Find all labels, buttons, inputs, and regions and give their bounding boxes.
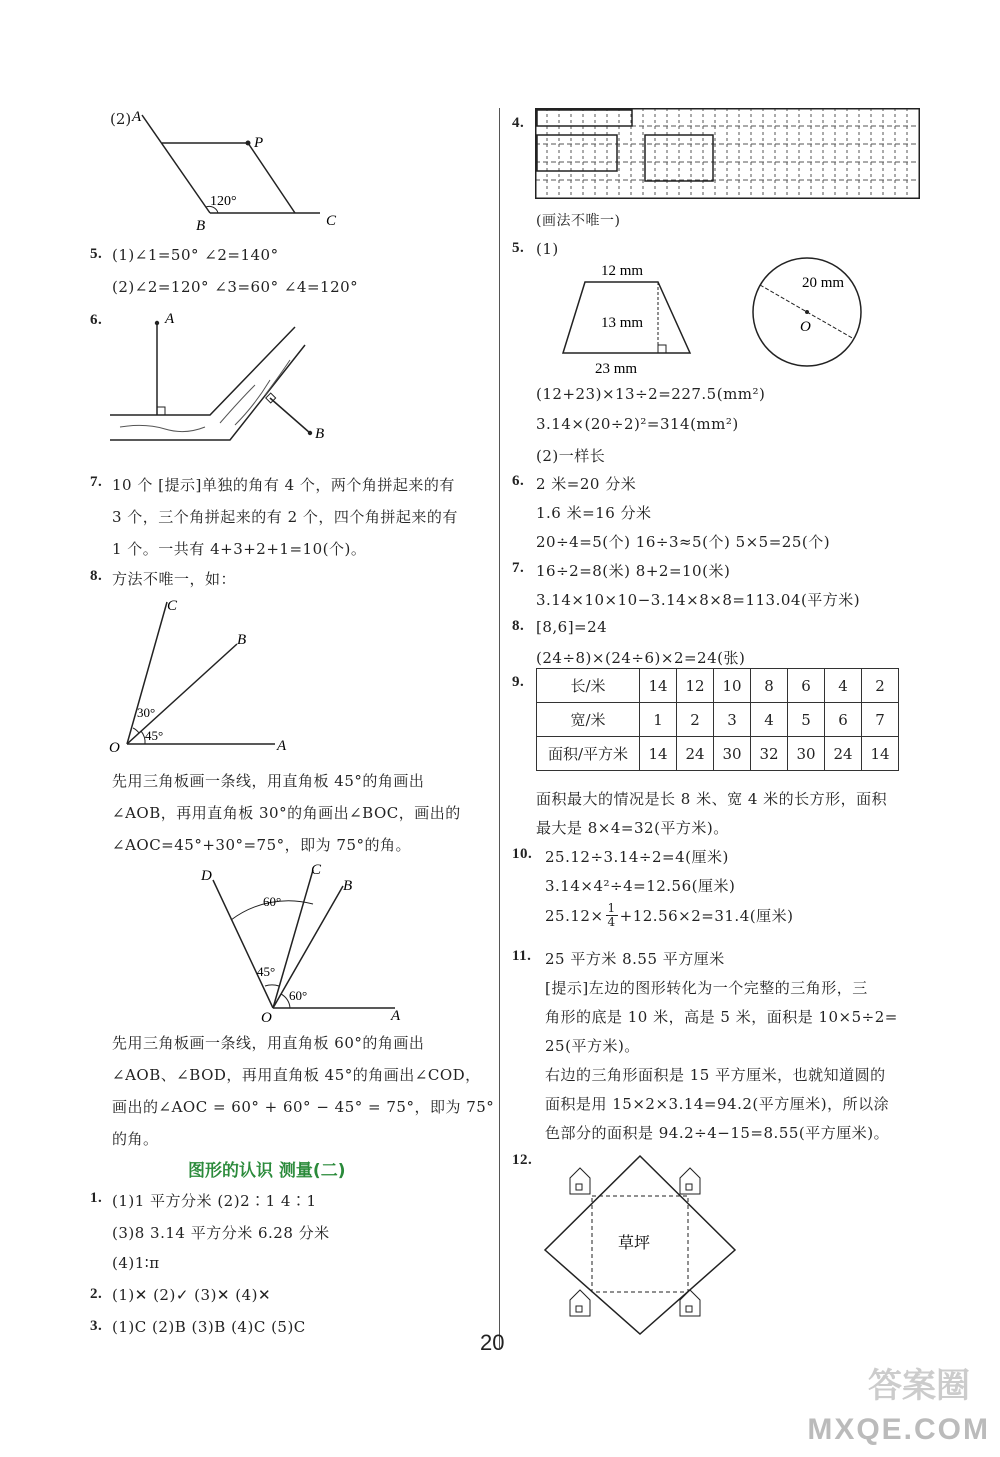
lawn-figure — [540, 1150, 740, 1338]
trap-top-label: 12 mm — [601, 263, 644, 279]
svg-text:45°: 45° — [257, 964, 276, 979]
r-q8-line1: [8,6]=24 — [536, 618, 608, 636]
r-q9-line1: 面积最大的情况是长 8 米、宽 4 米的长方形，面积 — [536, 790, 888, 808]
s1-line2: (3)8 3.14 平方分米 6.28 分米 — [112, 1224, 330, 1242]
r-q11-line7: 色部分的面积是 94.2÷4−15=8.55(平方厘米)。 — [545, 1124, 890, 1142]
table-cell: 6 — [788, 669, 825, 703]
r-q11-line6: 面积是用 15×2×3.14=94.2(平方厘米)，所以涂 — [545, 1095, 890, 1113]
svg-text:C: C — [167, 598, 178, 614]
r-q11-line5: 右边的三角形面积是 15 平方厘米，也就知道圆的 — [545, 1066, 886, 1084]
r-q7-number: 7. — [512, 560, 525, 576]
svg-text:B: B — [237, 632, 247, 648]
trapezoid-figure — [555, 255, 705, 375]
svg-text:A: A — [277, 738, 287, 754]
q8-para1-line3: ∠AOC=45°+30°=75°，即为 75°的角。 — [112, 836, 411, 854]
q8-para2-line1: 先用三角板画一条线，用直角板 60°的角画出 — [112, 1034, 425, 1052]
r-q11-line4: 25(平方米)。 — [545, 1037, 640, 1055]
svg-text:45°: 45° — [145, 728, 164, 743]
table-cell: 14 — [640, 737, 677, 771]
q10-line3-end: +12.56×2=31.4(厘米) — [619, 907, 794, 925]
table-cell: 2 — [862, 669, 899, 703]
lawn-label: 草坪 — [618, 1235, 651, 1252]
r-q6-line1: 2 米=20 分米 — [536, 475, 637, 493]
r-q11-line1: 25 平方米 8.55 平方厘米 — [545, 950, 725, 968]
frac-denominator: 4 — [607, 915, 616, 929]
r-q7-line1: 16÷2=8(米) 8+2=10(米) — [536, 562, 731, 580]
table-cell: 24 — [825, 737, 862, 771]
q8-number: 8. — [90, 568, 103, 584]
house-icon — [680, 1290, 700, 1316]
table-cell: 32 — [751, 737, 788, 771]
table-cell: 10 — [714, 669, 751, 703]
r-q12-number: 12. — [512, 1152, 533, 1168]
r-q5-label: (1) — [536, 240, 559, 258]
page-number: 20 — [480, 1330, 505, 1355]
house-icon — [570, 1290, 590, 1316]
svg-text:B: B — [196, 218, 206, 230]
table-cell: 4 — [825, 669, 862, 703]
r-q5-line3: (2)一样长 — [536, 447, 606, 465]
house-icon — [570, 1168, 590, 1194]
watermark: MXQE.COM — [807, 1413, 990, 1446]
s3-number: 3. — [90, 1318, 103, 1334]
q10-line3-start: 25.12× — [545, 906, 604, 925]
r-q10-number: 10. — [512, 846, 533, 862]
row-header: 宽/米 — [537, 703, 640, 737]
q4b-label: (2) — [110, 110, 132, 128]
frac-numerator: 1 — [607, 901, 616, 915]
q8-para2-line4: 的角。 — [112, 1130, 159, 1148]
r-q10-line3 — [545, 902, 793, 929]
q8-para1-line2: ∠AOB，再用直角板 30°的角画出∠BOC，画出的 — [112, 804, 461, 822]
table-cell: 30 — [714, 737, 751, 771]
q8-para2-line2: ∠AOB、∠BOD，再用直角板 45°的角画出∠COD， — [112, 1066, 481, 1084]
table-cell: 2 — [677, 703, 714, 737]
s1-number: 1. — [90, 1190, 103, 1206]
table-cell: 3 — [714, 703, 751, 737]
dimension-table — [536, 668, 899, 771]
table-cell: 8 — [751, 669, 788, 703]
table-cell: 12 — [677, 669, 714, 703]
r-q6-line2: 1.6 米=16 分米 — [536, 504, 652, 522]
r-q4-note: (画法不唯一) — [536, 213, 621, 229]
r-q6-number: 6. — [512, 473, 525, 489]
q7-number: 7. — [90, 474, 103, 490]
q8-para2-line3: 画出的∠AOC = 60° + 60° − 45° = 75°，即为 75° — [112, 1098, 495, 1116]
table-row — [537, 703, 899, 737]
row-header: 长/米 — [537, 669, 640, 703]
r-q10-line1: 25.12÷3.14÷2=4(厘米) — [545, 848, 729, 866]
r-q9-line2: 最大是 8×4=32(平方米)。 — [536, 819, 729, 837]
watermark-logo: 答案圈 — [868, 1367, 970, 1405]
r-q6-line3: 20÷4=5(个) 16÷3≈5(个) 5×5=25(个) — [536, 533, 831, 551]
q7-line2: 3 个，三个角拼起来的有 2 个，四个角拼起来的有 — [112, 508, 458, 526]
circle-diameter-label: 20 mm — [802, 275, 845, 291]
q5-line2: (2)∠2=120° ∠3=60° ∠4=120° — [112, 278, 359, 296]
svg-text:O: O — [261, 1010, 272, 1023]
angle-figure-1 — [105, 592, 305, 757]
svg-text:O: O — [800, 319, 811, 335]
grid-figure — [535, 108, 920, 200]
s1-line1: (1)1 平方分米 (2)2∶1 4∶1 — [112, 1192, 317, 1210]
q5-number: 5. — [90, 246, 103, 262]
svg-text:120°: 120° — [210, 194, 237, 209]
svg-text:60°: 60° — [289, 988, 308, 1003]
trap-height-label: 13 mm — [601, 315, 644, 331]
r-q11-line3: 角形的底是 10 米，高是 5 米，面积是 10×5÷2= — [545, 1008, 898, 1026]
trap-bottom-label: 23 mm — [595, 361, 638, 375]
house-icon — [680, 1168, 700, 1194]
parallelogram-figure — [130, 105, 360, 230]
r-q8-number: 8. — [512, 618, 525, 634]
r-q8-line2: (24÷8)×(24÷6)×2=24(张) — [536, 649, 746, 667]
table-cell: 1 — [640, 703, 677, 737]
s3-line1: (1)C (2)B (3)B (4)C (5)C — [112, 1318, 306, 1336]
svg-text:A: A — [165, 311, 175, 327]
svg-text:D: D — [201, 868, 212, 884]
table-cell: 5 — [788, 703, 825, 737]
r-q9-number: 9. — [512, 674, 525, 690]
r-q10-line2: 3.14×4²÷4=12.56(厘米) — [545, 877, 736, 895]
r-q11-number: 11. — [512, 948, 532, 964]
q5-line1: (1)∠1=50° ∠2=140° — [112, 246, 279, 264]
table-row — [537, 737, 899, 771]
r-q5-number: 5. — [512, 240, 525, 256]
table-cell: 6 — [825, 703, 862, 737]
r-q4-number: 4. — [512, 115, 525, 131]
table-cell: 30 — [788, 737, 825, 771]
svg-text:30°: 30° — [137, 705, 156, 720]
svg-text:60°: 60° — [263, 894, 282, 909]
r-q5-line2: 3.14×(20÷2)²=314(mm²) — [536, 415, 739, 433]
svg-text:P: P — [254, 135, 264, 151]
s1-line3: (4)1∶π — [112, 1254, 160, 1272]
svg-text:B: B — [343, 878, 353, 894]
svg-text:A: A — [132, 109, 142, 125]
column-divider — [499, 108, 500, 1348]
table-row — [537, 669, 899, 703]
q7-line1: 10 个 [提示]单独的角有 4 个，两个角拼起来的有 — [112, 476, 455, 494]
table-cell: 7 — [862, 703, 899, 737]
svg-text:C: C — [311, 862, 322, 878]
s2-number: 2. — [90, 1286, 103, 1302]
svg-text:B: B — [315, 426, 325, 442]
angle-figure-2 — [195, 858, 415, 1023]
svg-text:A: A — [391, 1008, 401, 1023]
r-q7-line2: 3.14×10×10−3.14×8×8=113.04(平方米) — [536, 591, 861, 609]
svg-text:C: C — [326, 213, 337, 229]
table-cell: 14 — [862, 737, 899, 771]
svg-text:O: O — [109, 740, 120, 756]
q6-number: 6. — [90, 312, 103, 328]
table-cell: 14 — [640, 669, 677, 703]
q8-intro: 方法不唯一，如： — [112, 570, 237, 588]
table-cell: 24 — [677, 737, 714, 771]
s2-line1: (1)✕ (2)✓ (3)✕ (4)✕ — [112, 1286, 272, 1304]
circle-figure — [750, 255, 865, 370]
river-figure — [105, 305, 345, 450]
q7-line3: 1 个。一共有 4+3+2+1=10(个)。 — [112, 540, 367, 558]
q8-para1-line1: 先用三角板画一条线，用直角板 45°的角画出 — [112, 772, 425, 790]
r-q11-line2: [提示]左边的图形转化为一个完整的三角形，三 — [545, 979, 868, 997]
section-title: 图形的认识 测量(二) — [188, 1161, 346, 1181]
row-header: 面积/平方米 — [537, 737, 640, 771]
table-cell: 4 — [751, 703, 788, 737]
r-q5-line1: (12+23)×13÷2=227.5(mm²) — [536, 385, 766, 403]
